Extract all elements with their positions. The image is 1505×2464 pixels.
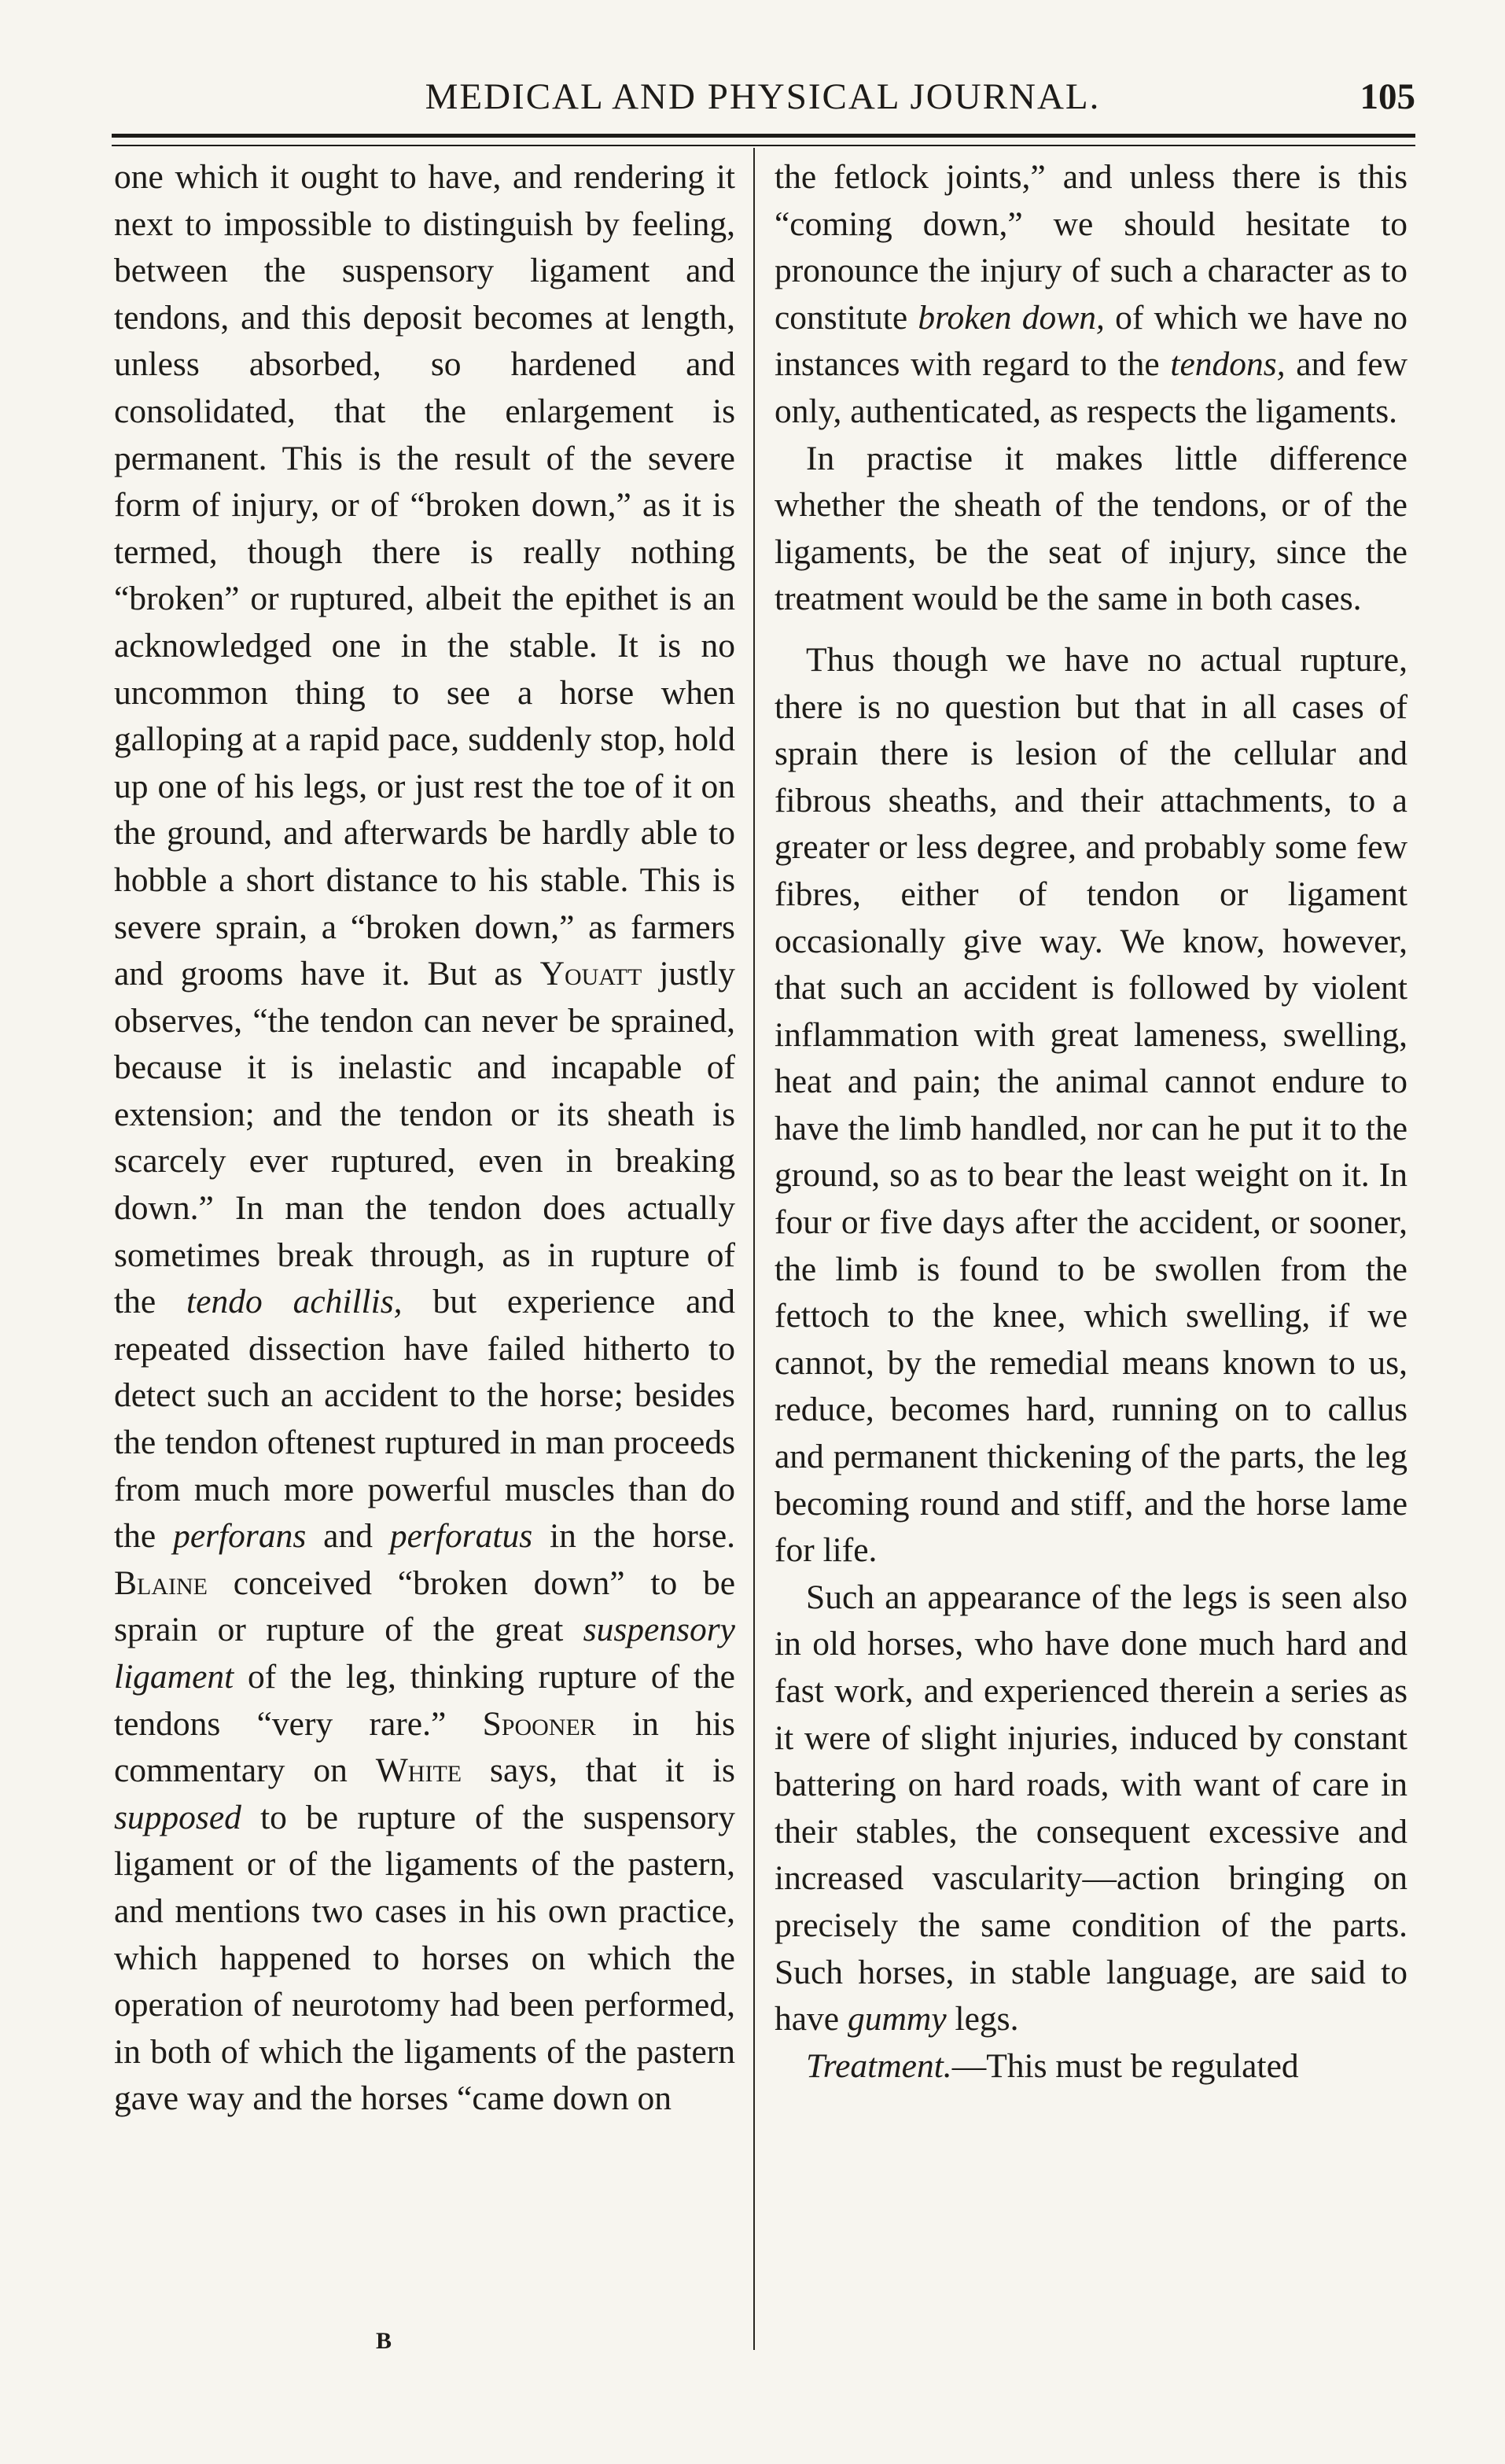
paragraph: Treatment.—This must be regulated bbox=[806, 2046, 1299, 2085]
author-spooner: Spooner bbox=[482, 1704, 596, 1743]
running-title: MEDICAL AND PHYSICAL JOURNAL. bbox=[425, 76, 1101, 117]
paragraph: the fetlock joints,” and unless there is this “coming down,” we should hesitate to pronounce the injury of such a character as to constitute broken down, of which we have no instances with regard to the tendons, and few only, authenticated, as respects the ligaments. bbox=[775, 158, 1407, 430]
term-broken-down: broken down, bbox=[918, 298, 1105, 337]
term-tendons: tendons, bbox=[1170, 345, 1286, 384]
term-suspensory-ligament: suspensory ligament bbox=[114, 1611, 735, 1696]
page-number: 105 bbox=[1360, 76, 1415, 117]
header-rule-thick bbox=[112, 134, 1415, 138]
section-heading-treatment: Treatment. bbox=[806, 2046, 952, 2085]
term-supposed: supposed bbox=[114, 1798, 241, 1836]
author-white: White bbox=[375, 1751, 462, 1790]
paragraph: Such an appearance of the legs is seen also in old horses, who have done much hard and fast work, and experienced therein a series as it were of slight injuries, induced by constant battering on hard roads, with want of care in their stables, the consequent excessive and increased vascularity—action bringing on precisely the same condition of the parts. Such horses, in stable language, are said to have gummy legs. bbox=[775, 1578, 1407, 2039]
column-divider bbox=[753, 148, 755, 2350]
paragraph: In practise it makes little difference whether the sheath of the tendons, or of the ligaments, be the seat of injury, since the treatment would be the same in both cases. bbox=[775, 439, 1407, 618]
term-perforatus: perforatus bbox=[389, 1517, 533, 1556]
header-rule-thin bbox=[112, 145, 1415, 146]
term-perforans: perforans bbox=[173, 1517, 307, 1556]
paragraph: one which it ought to have, and rendering it next to impossible to distinguish by feeling, between the suspensory ligament and tendons, and this deposit becomes at length, unless absorbed, so hardened and consolidated, that the enlargement is permanent. This is the result of the severe form of injury, or of “broken down,” as it is termed, though there is really nothing “broken” or ruptured, albeit the epithet is an acknowledged one in the stable. It is no uncommon thing to see a horse when galloping at a rapid pace, suddenly stop, hold up one of his legs, or just rest the toe of it on the ground, and afterwards be hardly able to hobble a short distance to his stable. This is severe sprain, a “broken down,” as farmers and grooms have it. But as Youatt justly observes, “the tendon can never be sprained, because it is inelastic and incapable of extension; and the tendon or its sheath is scarcely ever ruptured, even in breaking down.” In man the tendon does actually sometimes break through, as in rupture of the tendo achillis, but experience and repeated dissection have failed hitherto to detect such an accident to the horse; besides the tendon oftenest ruptured in man proceeds from much more powerful muscles than do the perforans and perforatus in the horse. Blaine conceived “broken down” to be sprain or rupture of the great suspensory ligament of the leg, thinking rupture of the tendons “very rare.” Spooner in his commentary on White says, that it is supposed to be rupture of the suspensory ligament or of the ligaments of the pastern, and mentions two cases in his own practice, which happened to horses on which the operation of neurotomy had been performed, in both of which the ligaments of the pastern gave way and the horses “came down on bbox=[114, 158, 735, 2118]
term-tendo-achillis: tendo achillis, bbox=[186, 1283, 403, 1321]
paragraph: Thus though we have no actual rupture, there is no question but that in all cases of sprain there is lesion of the cellular and fibrous sheaths, and their attachments, to a greater or less degree, and probably some few fibres, either of tendon or ligament occasionally give way. We know, however, that such an accident is followed by violent inflammation with great lameness, swelling, heat and pain; the animal cannot endure to have the limb handled, nor can he put it to the ground, so as to bear the least weight on it. In four or five days after the accident, or sooner, the limb is found to be swollen from the fettoch to the knee, which swelling, if we cannot, by the remedial means known to us, reduce, becomes hard, running on to callus and permanent thickening of the parts, the leg becoming round and stiff, and the horse lame for life. bbox=[775, 640, 1407, 1570]
author-youatt: Youatt bbox=[539, 955, 642, 993]
author-blaine: Blaine bbox=[114, 1563, 208, 1602]
signature-mark: B bbox=[376, 2328, 392, 2354]
page-header bbox=[110, 69, 1415, 124]
right-column bbox=[775, 154, 1407, 2090]
left-column bbox=[114, 154, 735, 2123]
term-gummy: gummy bbox=[848, 2000, 947, 2039]
